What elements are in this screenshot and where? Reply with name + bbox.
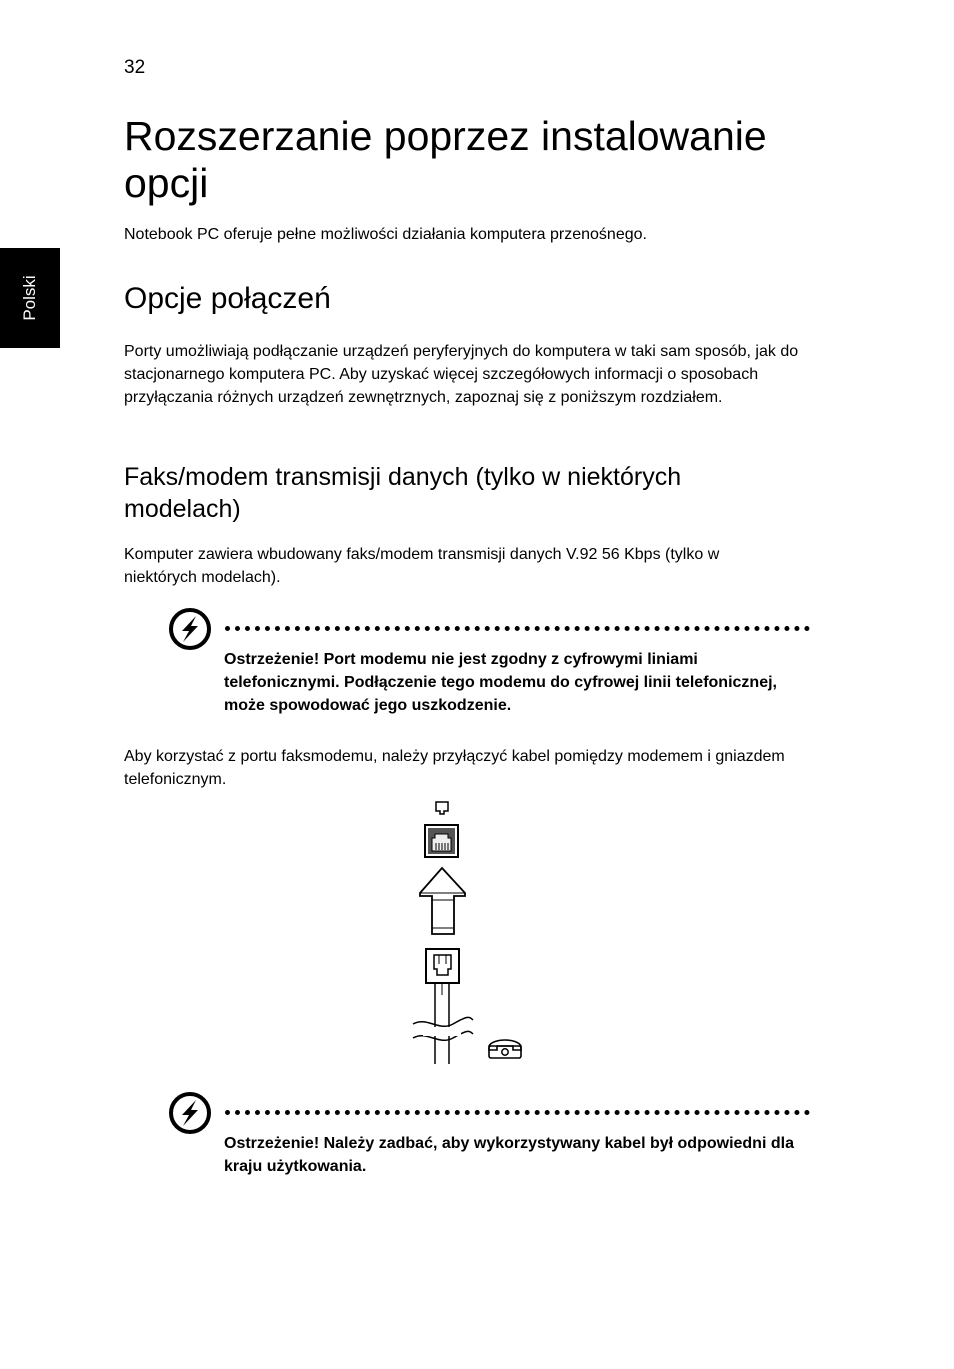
warning-text-cable: Ostrzeżenie! Należy zadbać, aby wykorzystywany kabel był odpowiedni dla kraju użytkowania. — [224, 1135, 794, 1175]
intro-text: Notebook PC oferuje pełne możliwości działania komputera przenośnego. — [124, 226, 647, 243]
page-title: Rozszerzanie poprzez instalowanie opcji — [124, 113, 767, 206]
warning-text-digital-line: Ostrzeżenie! Port modemu nie jest zgodny z cyfrowymi liniami telefonicznymi. Podłączenie tego modemu do cyfrowej linii telefonicznej, może spowodować jego uszkodzenie. — [224, 651, 777, 714]
modem-connection-diagram — [405, 798, 535, 1068]
warning-lightning-icon — [168, 607, 212, 651]
connection-instruction: Aby korzystać z portu faksmodemu, należy przyłączyć kabel pomiędzy modemem i gniazdem telefonicznym. — [124, 748, 785, 788]
section-heading: Opcje połączeń — [124, 282, 331, 315]
modem-port-icon — [436, 802, 448, 814]
warning-divider — [225, 1110, 810, 1115]
page-number: 32 — [124, 57, 146, 78]
warning-lightning-icon — [168, 1091, 212, 1135]
up-arrow-icon — [420, 868, 465, 934]
telephone-icon — [489, 1040, 521, 1058]
language-tab-label: Polski — [20, 275, 39, 321]
phone-cable — [413, 983, 473, 1064]
section-body: Porty umożliwiają podłączanie urządzeń peryferyjnych do komputera w taki sam sposób, jak do stacjonarnego komputera PC. Aby uzyskać więcej szczegółowych informacji o sposobach przyłączania różnych urządzeń zewnętrznych, zapoznaj się z poniższym rozdziałem. — [124, 343, 799, 406]
modem-description: Komputer zawiera wbudowany faks/modem transmisji danych V.92 56 Kbps (tylko w niektórych modelach). — [124, 546, 720, 586]
subsection-heading: Faks/modem transmisji danych (tylko w niektórych modelach) — [124, 463, 682, 523]
rj11-plug-icon — [426, 949, 459, 995]
language-tab — [0, 248, 60, 348]
rj11-socket-icon — [425, 825, 458, 857]
warning-divider — [225, 626, 810, 631]
